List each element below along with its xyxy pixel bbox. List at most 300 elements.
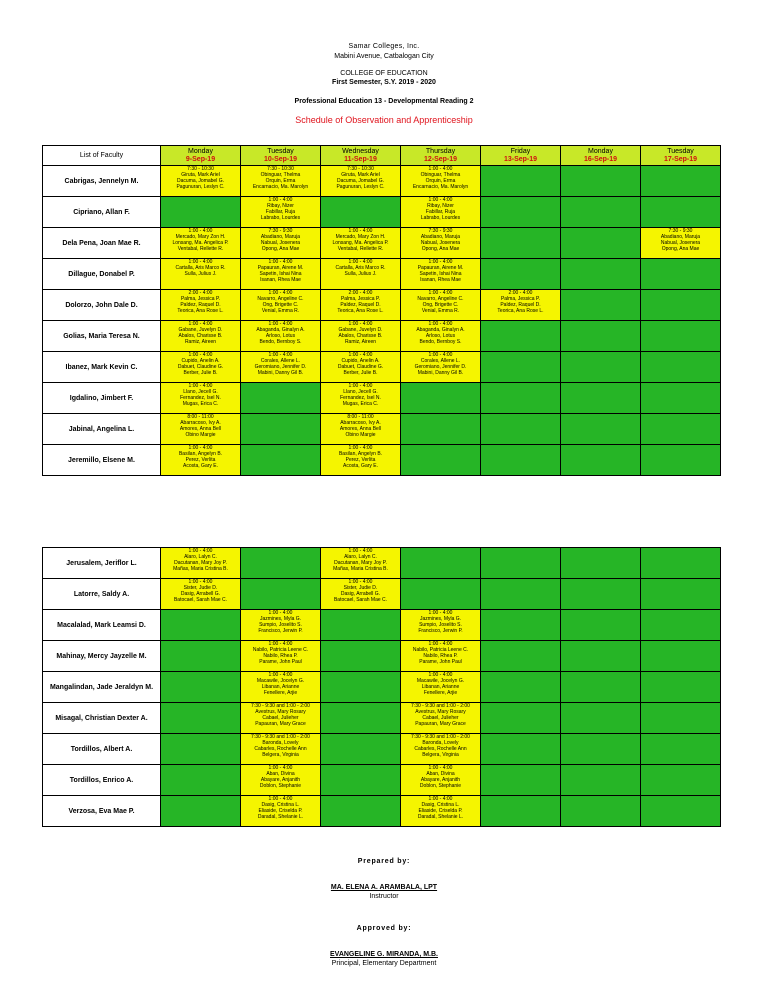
table-row	[43, 228, 721, 259]
student-name: Mercado, Mary Zon H.	[175, 234, 226, 240]
student-name: Dacuma, Jomabel G.	[177, 178, 224, 184]
empty-cell	[641, 352, 721, 383]
table-row	[43, 796, 721, 827]
time-slot: 1:00 - 4:00	[268, 321, 293, 327]
student-name: Dasig, Cristina L.	[421, 802, 460, 808]
student-name: Encarnacio, Ma. Marolyn	[412, 184, 469, 190]
time-slot: 7:30 - 9:30 and 1:00 - 2:00	[411, 734, 470, 740]
student-name: Abayare, Anjanith	[260, 777, 301, 783]
empty-cell	[321, 765, 401, 796]
schedule-cell	[241, 197, 321, 228]
student-name: Belgera, Virginia	[422, 752, 459, 758]
student-name: Batocael, Sarah Mae C.	[333, 597, 388, 603]
faculty-name: Mangalindan, Jade Jeraldyn M.	[43, 672, 161, 703]
student-name: Labrabo, Lourdes	[420, 215, 461, 221]
student-name: Corales, Allene L.	[260, 358, 301, 364]
time-slot: 1:00 - 4:00	[188, 548, 213, 554]
student-name: Orquin, Erma	[425, 178, 456, 184]
day-header	[641, 146, 721, 166]
student-name: Daradal, Shelanie L.	[257, 814, 304, 820]
empty-cell	[641, 290, 721, 321]
schedule-cell	[321, 579, 401, 610]
student-name: Paldez, Raquel D.	[340, 302, 381, 308]
time-slot: 1:00 - 4:00	[268, 641, 293, 647]
time-slot: 1:00 - 4:00	[348, 445, 373, 451]
empty-cell	[481, 734, 561, 765]
table-row	[43, 321, 721, 352]
time-slot: 1:00 - 4:00	[188, 579, 213, 585]
student-name: Obino Margie	[185, 432, 216, 438]
faculty-name: Mahinay, Mercy Jayzelle M.	[43, 641, 161, 672]
student-name: Venial, Emma R.	[261, 308, 300, 314]
student-name: Abarracoso, Ivy A.	[340, 420, 381, 426]
student-name: Berber, Julie B.	[343, 370, 378, 376]
faculty-name: Jerusalem, Jeriflor L.	[43, 548, 161, 579]
student-name: Baronda, Lovely	[262, 740, 299, 746]
empty-cell	[481, 259, 561, 290]
schedule-cell	[321, 383, 401, 414]
table-row	[43, 610, 721, 641]
empty-cell	[641, 445, 721, 476]
day-header	[241, 146, 321, 166]
empty-cell	[641, 414, 721, 445]
faculty-name: Latorre, Saldy A.	[43, 579, 161, 610]
time-slot: 1:00 - 4:00	[268, 290, 293, 296]
schedule-cell	[401, 166, 481, 197]
schedule-cell	[321, 321, 401, 352]
student-name: Nabilo, Patricia Leene C.	[252, 647, 309, 653]
day-name: Tuesday	[267, 147, 294, 155]
student-name: Orquin, Erma	[265, 178, 296, 184]
schedule-cell	[161, 228, 241, 259]
empty-cell	[641, 259, 721, 290]
empty-cell	[641, 610, 721, 641]
day-name: Monday	[188, 147, 213, 155]
student-name: Sulla, Julius J.	[344, 271, 377, 277]
student-name: Opong, Ana Mae	[261, 246, 300, 252]
student-name: Mañas, Maria Cristina B.	[333, 566, 388, 572]
empty-cell	[481, 548, 561, 579]
time-slot: 8:00 - 11:00	[347, 414, 374, 420]
student-name: Giruta, Mark Ariel	[181, 172, 220, 178]
empty-cell	[481, 166, 561, 197]
student-name: Nabual, Josenera	[260, 240, 301, 246]
student-name: Nabilo, Rhea P.	[263, 653, 298, 659]
table-row	[43, 672, 721, 703]
student-name: Labrabo, Lourdes	[260, 215, 301, 221]
student-name: Mañas, Maria Cristina B.	[173, 566, 228, 572]
empty-cell	[161, 641, 241, 672]
student-name: Alaro, Lalyn C.	[344, 554, 377, 560]
table-row	[43, 166, 721, 197]
time-slot: 7:30 - 9:30 and 1:00 - 2:00	[251, 734, 310, 740]
semester-label: First Semester, S.Y. 2019 - 2020	[332, 79, 436, 86]
schedule-cell	[241, 672, 321, 703]
student-name: Jazmines, Myla G.	[259, 616, 302, 622]
student-name: Obinguar, Thelma	[260, 172, 301, 178]
student-name: Dacutanan, Mary Joy P.	[334, 560, 387, 566]
empty-cell	[561, 352, 641, 383]
empty-cell	[641, 796, 721, 827]
day-date: 16-Sep-19	[583, 155, 618, 163]
student-name: Libanan, Arianne	[421, 684, 460, 690]
time-slot: 1:00 - 4:00	[428, 672, 453, 678]
schedule-cell	[161, 352, 241, 383]
schedule-cell	[161, 383, 241, 414]
student-name: Libanan, Arianne	[261, 684, 300, 690]
schedule-cell	[161, 259, 241, 290]
table-row	[43, 445, 721, 476]
empty-cell	[481, 796, 561, 827]
schedule-cell	[241, 290, 321, 321]
empty-cell	[561, 641, 641, 672]
empty-cell	[401, 445, 481, 476]
empty-cell	[481, 321, 561, 352]
time-slot: 1:00 - 4:00	[428, 259, 453, 265]
time-slot: 7:30 - 9:30	[668, 228, 693, 234]
student-name: Cartalla, Aris Marco R.	[175, 265, 226, 271]
student-name: Acosta, Gary E.	[342, 463, 378, 469]
student-name: Abalos, Charisse B.	[338, 333, 383, 339]
student-name: Macawile, Jocelyn G.	[416, 678, 465, 684]
student-name: Mabini, Danny Gil B.	[417, 370, 464, 376]
student-name: Lonsang, Ma. Angelica P.	[172, 240, 229, 246]
time-slot: 1:00 - 4:00	[348, 259, 373, 265]
empty-cell	[241, 383, 321, 414]
student-name: Dasig, Cristina L.	[261, 802, 300, 808]
schedule-cell	[321, 548, 401, 579]
day-header	[561, 146, 641, 166]
student-name: Francisco, Jerwin P.	[418, 628, 463, 634]
empty-cell	[401, 383, 481, 414]
institution-name: Samar Colleges, Inc.	[348, 43, 420, 50]
schedule-cell	[241, 321, 321, 352]
student-name: Abadiano, Maruja	[660, 234, 701, 240]
empty-cell	[481, 703, 561, 734]
student-name: Cabarles, Rochelle Ann	[254, 746, 307, 752]
empty-cell	[561, 290, 641, 321]
empty-cell	[481, 414, 561, 445]
empty-cell	[641, 703, 721, 734]
schedule-table-1	[42, 145, 721, 476]
student-name: Perez, Verlita	[345, 457, 376, 463]
schedule-cell	[401, 259, 481, 290]
time-slot: 1:00 - 4:00	[348, 352, 373, 358]
student-name: Cupido, Anelin A.	[181, 358, 220, 364]
schedule-cell	[401, 703, 481, 734]
student-name: Dasig, Arrabell G.	[340, 591, 381, 597]
time-slot: 1:00 - 4:00	[268, 610, 293, 616]
table-header-row	[43, 146, 721, 166]
empty-cell	[561, 228, 641, 259]
time-slot: 7:30 - 10:30	[267, 166, 294, 172]
time-slot: 7:30 - 9:30 and 1:00 - 2:00	[251, 703, 310, 709]
student-name: Berber, Julie B.	[183, 370, 218, 376]
faculty-name: Jabinal, Angelina L.	[43, 414, 161, 445]
time-slot: 1:00 - 4:00	[268, 796, 293, 802]
empty-cell	[481, 672, 561, 703]
empty-cell	[561, 672, 641, 703]
empty-cell	[481, 765, 561, 796]
schedule-table-2	[42, 547, 721, 827]
student-name: Sister, Judie D.	[343, 585, 378, 591]
table-row	[43, 197, 721, 228]
student-name: Dasig, Arrabell G.	[180, 591, 221, 597]
student-name: Fabillar, Ruja	[265, 209, 296, 215]
schedule-cell	[241, 228, 321, 259]
faculty-name: Ibanez, Mark Kevin C.	[43, 352, 161, 383]
table-row	[43, 703, 721, 734]
student-name: Ribay, Nizer	[427, 203, 454, 209]
student-name: Nabual, Josenera	[660, 240, 701, 246]
student-name: Jazmines, Myla G.	[419, 616, 462, 622]
empty-cell	[161, 765, 241, 796]
student-name: Avestrus, Mary Rosary	[415, 709, 466, 715]
student-name: Bendo, Bernboy S.	[259, 339, 302, 345]
schedule-title: Schedule of Observation and Apprenticeship	[295, 115, 473, 125]
student-name: Ramiz, Aireen	[184, 339, 217, 345]
time-slot: 1:00 - 4:00	[188, 259, 213, 265]
table-row	[43, 579, 721, 610]
faculty-name: Macalalad, Mark Leamsi D.	[43, 610, 161, 641]
schedule-cell	[321, 228, 401, 259]
faculty-name: Verzosa, Eva Mae P.	[43, 796, 161, 827]
empty-cell	[561, 383, 641, 414]
schedule-cell	[401, 672, 481, 703]
empty-cell	[161, 197, 241, 228]
student-name: Teorica, Ana Rose L.	[337, 308, 384, 314]
table-row	[43, 414, 721, 445]
table-row	[43, 548, 721, 579]
empty-cell	[561, 166, 641, 197]
student-name: Navarro, Angeline C.	[257, 296, 304, 302]
student-name: Teorica, Ana Rose L.	[497, 308, 544, 314]
time-slot: 1:00 - 4:00	[188, 228, 213, 234]
student-name: Eliaside, Criselda P.	[418, 808, 463, 814]
empty-cell	[561, 610, 641, 641]
day-name: Thursday	[425, 147, 456, 155]
empty-cell	[481, 445, 561, 476]
student-name: Sapetin, Ishai Nina	[419, 271, 462, 277]
empty-cell	[401, 579, 481, 610]
student-name: Gabane, Juvelyn D.	[338, 327, 383, 333]
empty-cell	[561, 703, 641, 734]
time-slot: 1:00 - 4:00	[428, 610, 453, 616]
empty-cell	[241, 414, 321, 445]
schedule-cell	[241, 259, 321, 290]
schedule-cell	[321, 259, 401, 290]
day-name: Friday	[510, 147, 531, 155]
student-name: Daradal, Shelanie L.	[417, 814, 464, 820]
empty-cell	[321, 672, 401, 703]
student-name: Sumpio, Joselito S.	[259, 622, 302, 628]
time-slot: 1:00 - 4:00	[348, 579, 373, 585]
empty-cell	[641, 321, 721, 352]
empty-cell	[241, 445, 321, 476]
time-slot: 7:30 - 10:30	[347, 166, 374, 172]
student-name: Abalos, Charisse B.	[178, 333, 223, 339]
day-header	[401, 146, 481, 166]
student-name: Llano, Jecell G.	[183, 389, 218, 395]
empty-cell	[481, 579, 561, 610]
student-name: Basilan, Angelyn B.	[178, 451, 223, 457]
empty-cell	[401, 548, 481, 579]
student-name: Isanan, Rhea Mae	[420, 277, 461, 283]
student-name: Baronda, Lovely	[422, 740, 459, 746]
student-name: Bendo, Bernboy S.	[419, 339, 462, 345]
empty-cell	[641, 197, 721, 228]
student-name: Mugas, Erica C.	[182, 401, 219, 407]
day-name: Tuesday	[667, 147, 694, 155]
empty-cell	[321, 734, 401, 765]
time-slot: 1:00 - 4:00	[428, 796, 453, 802]
time-slot: 1:00 - 4:00	[348, 228, 373, 234]
empty-cell	[481, 610, 561, 641]
schedule-cell	[401, 610, 481, 641]
student-name: Avestrus, Mary Rosary	[255, 709, 306, 715]
student-name: Palma, Jessica P.	[500, 296, 541, 302]
schedule-cell	[401, 765, 481, 796]
student-name: Papauran, Airene M.	[417, 265, 464, 271]
student-name: Fabillar, Ruja	[425, 209, 456, 215]
schedule-cell	[241, 641, 321, 672]
student-name: Venial, Emma R.	[421, 308, 460, 314]
empty-cell	[241, 579, 321, 610]
student-name: Eliaside, Criselda P.	[258, 808, 303, 814]
student-name: Dabuet, Claudine G.	[337, 364, 384, 370]
student-name: Cartalla, Aris Marco R.	[335, 265, 386, 271]
faculty-name: Tordillos, Albert A.	[43, 734, 161, 765]
student-name: Amores, Anna Bell	[339, 426, 382, 432]
student-name: Palma, Jessica P.	[180, 296, 221, 302]
schedule-cell	[401, 321, 481, 352]
faculty-name: Dillague, Donabel P.	[43, 259, 161, 290]
schedule-cell	[161, 414, 241, 445]
student-name: Ong, Brigette C.	[422, 302, 459, 308]
approved-by-title: Principal, Elementary Department	[331, 960, 437, 967]
empty-cell	[561, 734, 641, 765]
student-name: Arloso, Lotus	[265, 333, 296, 339]
time-slot: 1:00 - 4:00	[428, 166, 453, 172]
student-name: Ramiz, Aireen	[344, 339, 377, 345]
time-slot: 1:00 - 4:00	[348, 321, 373, 327]
student-name: Geromiano, Jennifer D.	[414, 364, 467, 370]
student-name: Ventabal, Rellette R.	[337, 246, 384, 252]
student-name: Arloso, Lotus	[425, 333, 456, 339]
student-name: Abadiano, Maruja	[420, 234, 461, 240]
schedule-cell	[161, 321, 241, 352]
time-slot: 7:30 - 9:30	[428, 228, 453, 234]
faculty-name: Igdalino, Jimbert F.	[43, 383, 161, 414]
time-slot: 2:00 - 4:00	[508, 290, 533, 296]
student-name: Parame, John Paul	[419, 659, 462, 665]
faculty-name: Cabrigas, Jennelyn M.	[43, 166, 161, 197]
empty-cell	[641, 383, 721, 414]
empty-cell	[561, 321, 641, 352]
student-name: Abayare, Anjanith	[420, 777, 461, 783]
empty-cell	[641, 579, 721, 610]
student-name: Mabini, Danny Gil B.	[257, 370, 304, 376]
time-slot: 7:30 - 9:30	[268, 228, 293, 234]
schedule-cell	[321, 445, 401, 476]
table-row	[43, 383, 721, 414]
student-name: Fernandez, Isel N.	[340, 395, 381, 401]
student-name: Cupido, Anelin A.	[341, 358, 380, 364]
empty-cell	[641, 734, 721, 765]
empty-cell	[481, 383, 561, 414]
schedule-cell	[401, 796, 481, 827]
student-name: Abadiano, Maruja	[260, 234, 301, 240]
approved-by-label: Approved by:	[356, 925, 412, 932]
time-slot: 2:00 - 4:00	[188, 290, 213, 296]
student-name: Geromiano, Jennifer D.	[254, 364, 307, 370]
empty-cell	[161, 672, 241, 703]
empty-cell	[321, 796, 401, 827]
schedule-cell	[161, 548, 241, 579]
prepared-by-name: MA. ELENA A. ARAMBALA, LPT	[330, 884, 438, 891]
faculty-name: Jeremillo, Elsene M.	[43, 445, 161, 476]
day-date: 9-Sep-19	[185, 155, 216, 163]
student-name: Sapetin, Ishai Nina	[259, 271, 302, 277]
student-name: Nabilo, Rhea P.	[423, 653, 458, 659]
schedule-cell	[481, 290, 561, 321]
schedule-cell	[241, 610, 321, 641]
student-name: Opong, Ana Mae	[661, 246, 700, 252]
table-row	[43, 765, 721, 796]
time-slot: 1:00 - 4:00	[268, 197, 293, 203]
student-name: Corales, Allene L.	[420, 358, 461, 364]
student-name: Teorica, Ana Rose L.	[177, 308, 224, 314]
student-name: Papauran, Mary Grace	[415, 721, 466, 727]
schedule-cell	[241, 796, 321, 827]
student-name: Ong, Brigette C.	[262, 302, 299, 308]
empty-cell	[561, 765, 641, 796]
empty-cell	[561, 445, 641, 476]
student-name: Isanan, Rhea Mae	[260, 277, 301, 283]
time-slot: 1:00 - 4:00	[268, 672, 293, 678]
schedule-cell	[161, 290, 241, 321]
table-row	[43, 641, 721, 672]
student-name: Fernandez, Isel N.	[180, 395, 221, 401]
schedule-cell	[161, 579, 241, 610]
student-name: Navarro, Angeline C.	[417, 296, 464, 302]
student-name: Sumpio, Joselito S.	[419, 622, 462, 628]
student-name: Encarnacio, Ma. Marolyn	[252, 184, 309, 190]
empty-cell	[561, 197, 641, 228]
time-slot: 1:00 - 4:00	[428, 641, 453, 647]
time-slot: 7:30 - 9:30 and 1:00 - 2:00	[411, 703, 470, 709]
day-header	[161, 146, 241, 166]
empty-cell	[481, 352, 561, 383]
schedule-cell	[401, 641, 481, 672]
table-row	[43, 734, 721, 765]
faculty-name: Dela Pena, Joan Mae R.	[43, 228, 161, 259]
student-name: Mugas, Erica C.	[342, 401, 379, 407]
empty-cell	[161, 610, 241, 641]
student-name: Dabuet, Claudine G.	[177, 364, 224, 370]
student-name: Paldez, Raquel D.	[500, 302, 541, 308]
day-date: 12-Sep-19	[423, 155, 458, 163]
day-date: 17-Sep-19	[663, 155, 698, 163]
faculty-name: Tordillos, Enrico A.	[43, 765, 161, 796]
student-name: Papauran, Mary Grace	[255, 721, 306, 727]
student-name: Sulla, Julius J.	[184, 271, 217, 277]
table-row	[43, 259, 721, 290]
schedule-cell	[401, 197, 481, 228]
student-name: Acosta, Gary E.	[182, 463, 218, 469]
empty-cell	[161, 703, 241, 734]
empty-cell	[321, 197, 401, 228]
